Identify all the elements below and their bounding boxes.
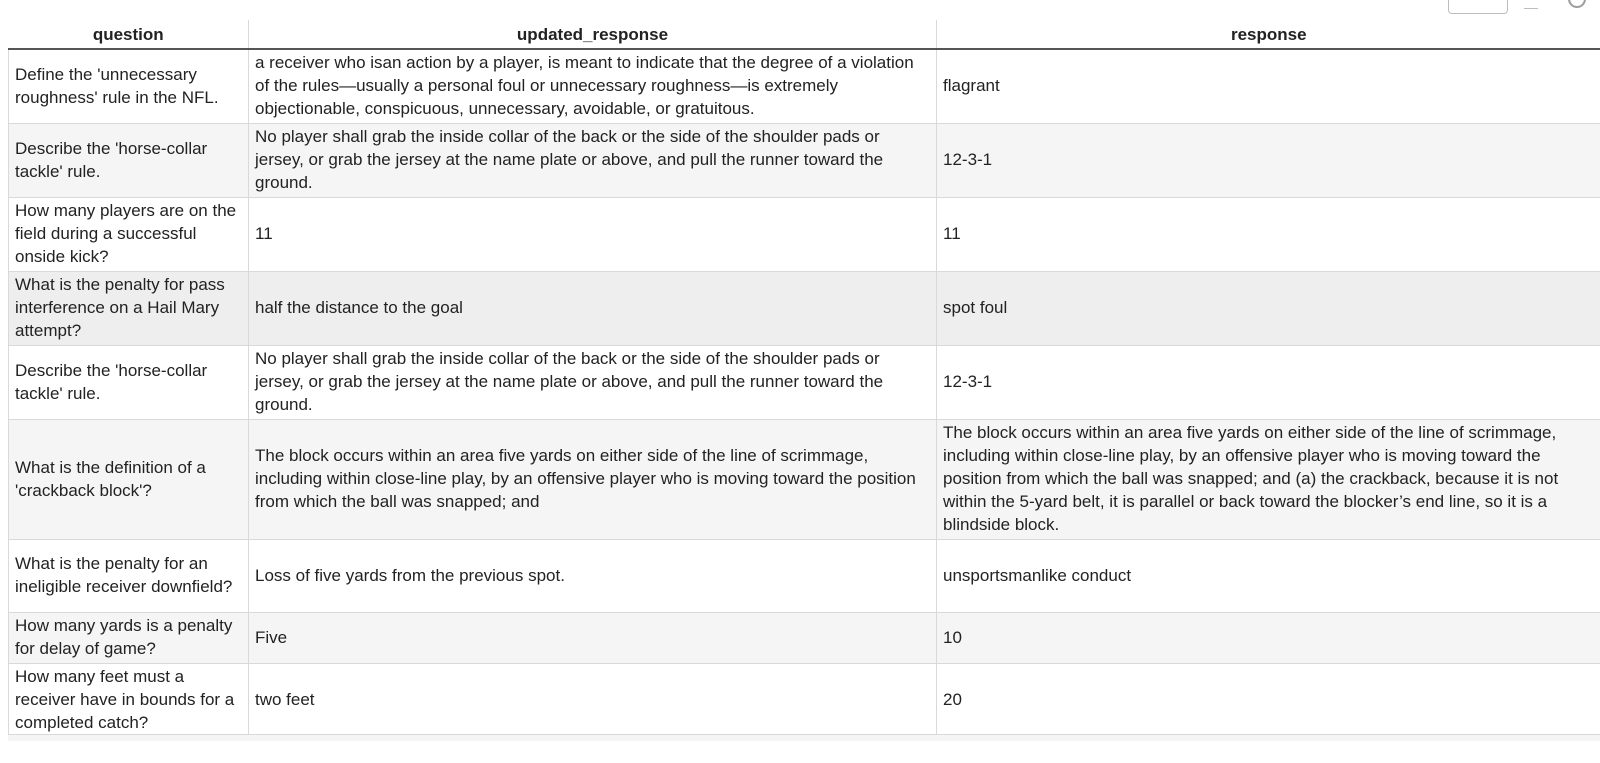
- cell-question: What is the definition of a 'crackback block'?: [9, 420, 249, 540]
- minus-icon[interactable]: [1524, 8, 1538, 9]
- cell-question: What is the penalty for pass interference on a Hail Mary attempt?: [9, 272, 249, 346]
- dataframe-table: [8, 20, 1600, 738]
- cell-response: spot foul: [937, 272, 1600, 346]
- circle-icon[interactable]: [1568, 0, 1586, 8]
- cell-updated-response: Five: [249, 613, 937, 664]
- cell-updated-response: 11: [249, 198, 937, 272]
- table-row: [9, 272, 1600, 346]
- header-row: [9, 20, 1600, 49]
- cell-response: 12-3-1: [937, 346, 1600, 420]
- table-row: [9, 664, 1600, 738]
- cell-question: How many yards is a penalty for delay of game?: [9, 613, 249, 664]
- top-controls: [1400, 0, 1600, 18]
- cell-updated-response: two feet: [249, 664, 937, 738]
- table-row: [9, 346, 1600, 420]
- table-row: [9, 540, 1600, 613]
- cell-response: 20: [937, 664, 1600, 738]
- cell-question: Describe the 'horse-collar tackle' rule.: [9, 346, 249, 420]
- cell-question: Describe the 'horse-collar tackle' rule.: [9, 124, 249, 198]
- cell-question: How many players are on the field during a successful onside kick?: [9, 198, 249, 272]
- cell-response: The block occurs within an area five yards on either side of the line of scrimmage, including within close-line play, by an offensive player who is moving toward the position from which the ball was snapped; and (a) the crackback, because it is not within the 5-yard belt, it is parallel or back toward the blocker’s end line, so it is a blindside block.: [937, 420, 1600, 540]
- cell-updated-response: The block occurs within an area five yards on either side of the line of scrimmage, including within close-line play, by an offensive player who is moving toward the position from which the ball was snapped; and: [249, 420, 937, 540]
- cell-updated-response: a receiver who isan action by a player, is meant to indicate that the degree of a violation of the rules—usually a personal foul or unnecessary roughness—is extremely objectionable, conspicuous, unnecessary, avoidable, or gratuitous.: [249, 49, 937, 124]
- cell-question: How many feet must a receiver have in bounds for a completed catch?: [9, 664, 249, 738]
- table-row: [9, 198, 1600, 272]
- column-header-updated-response[interactable]: updated_response: [249, 20, 937, 49]
- table-row: [9, 613, 1600, 664]
- cell-question: Define the 'unnecessary roughness' rule in the NFL.: [9, 49, 249, 124]
- table-row: [9, 420, 1600, 540]
- cell-updated-response: No player shall grab the inside collar of the back or the side of the shoulder pads or jersey, or grab the jersey at the name plate or above, and pull the runner toward the ground.: [249, 124, 937, 198]
- cell-response: flagrant: [937, 49, 1600, 124]
- cell-response: 12-3-1: [937, 124, 1600, 198]
- cell-updated-response: No player shall grab the inside collar of the back or the side of the shoulder pads or jersey, or grab the jersey at the name plate or above, and pull the runner toward the ground.: [249, 346, 937, 420]
- toolbar-button[interactable]: [1448, 0, 1508, 14]
- table-row: [9, 49, 1600, 124]
- cell-updated-response: half the distance to the goal: [249, 272, 937, 346]
- cell-response: 11: [937, 198, 1600, 272]
- cell-question: What is the penalty for an ineligible receiver downfield?: [9, 540, 249, 613]
- table-bottom-edge: [8, 734, 1600, 741]
- table-header: [9, 20, 1600, 49]
- cell-response: unsportsmanlike conduct: [937, 540, 1600, 613]
- column-header-response[interactable]: response: [937, 20, 1600, 49]
- table-row: [9, 124, 1600, 198]
- table-body: [9, 49, 1600, 738]
- column-header-question[interactable]: question: [9, 20, 249, 49]
- cell-updated-response: Loss of five yards from the previous spot.: [249, 540, 937, 613]
- cell-response: 10: [937, 613, 1600, 664]
